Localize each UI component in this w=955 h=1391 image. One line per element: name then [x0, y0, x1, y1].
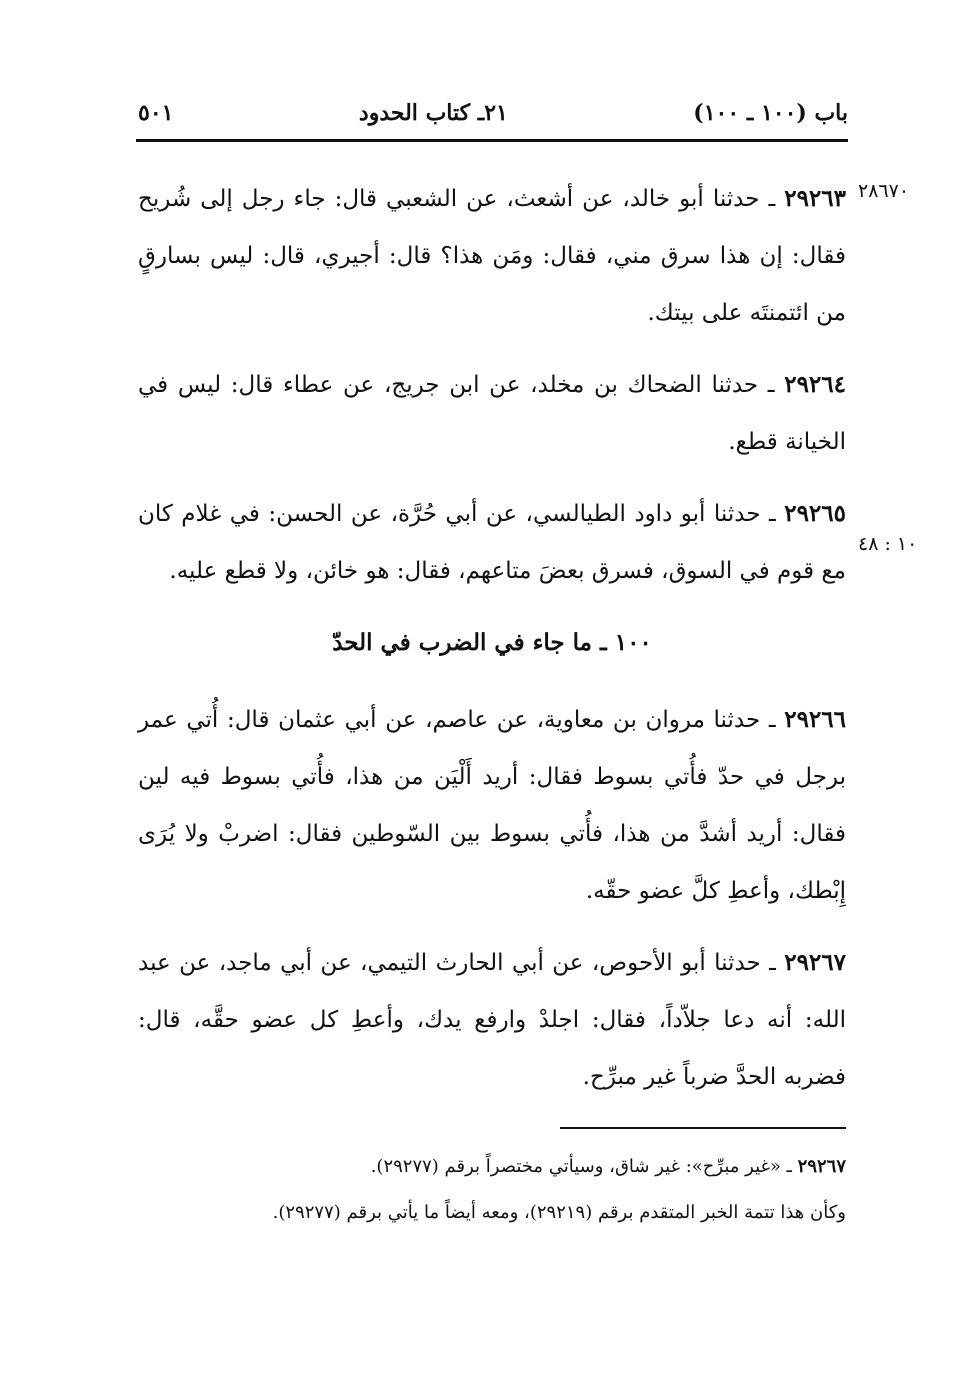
footnote-29267 [138, 1147, 846, 1187]
footnotes [138, 1147, 846, 1239]
margin-note-volume-ref: ٢٨٦٧٠ [858, 180, 910, 202]
hadith-text: ـ حدثنا أبو خالد، عن أشعث، عن الشعبي قال: جاء رجل إلى شُريح فقال: إن هذا سرق مني، فقال: ومَن هذا؟ قال: أجيري، قال: ليس بسارقٍ من ائتمنتَه على بيتك. [138, 186, 846, 326]
page-header [138, 95, 848, 131]
hadith-29264 [138, 356, 846, 471]
footnote-divider [560, 1127, 846, 1129]
margin-note-page-ref: ١٠ : ٤٨ [858, 533, 918, 555]
page-number: ٥٠١ [138, 100, 174, 126]
hadith-29266 [138, 691, 846, 920]
hadith-number: ٢٩٢٦٧ [784, 949, 846, 976]
section-heading: ١٠٠ ـ ما جاء في الضرب في الحدّ [332, 629, 652, 656]
footnote-text: ـ «غير مبرِّح»: غير شاق، وسيأتي مختصراً برقم (٢٩٢٧٧). [370, 1156, 798, 1177]
header-divider [136, 139, 848, 142]
main-text [138, 170, 846, 1120]
hadith-number: ٢٩٢٦٥ [784, 500, 846, 527]
hadith-29267 [138, 934, 846, 1106]
chapter-range: باب (١٠٠ ـ ١٠٠) [693, 100, 848, 126]
hadith-text: ـ حدثنا أبو داود الطيالسي، عن أبي حُرَّة، عن الحسن: في غلام كان مع قوم في السوق، فسرق بعضَ متاعهم، فقال: هو خائن، ولا قطع عليه. [138, 501, 846, 584]
hadith-number: ٢٩٢٦٦ [784, 706, 846, 733]
hadith-text: ـ حدثنا الضحاك بن مخلد، عن ابن جريج، عن عطاء قال: ليس في الخيانة قطع. [138, 372, 846, 455]
hadith-29263 [138, 170, 846, 342]
footnote-number: ٢٩٢٦٧ [797, 1156, 846, 1177]
book-title: ٢١ـ كتاب الحدود [358, 100, 508, 126]
hadith-number: ٢٩٢٦٤ [784, 371, 846, 398]
hadith-29265 [138, 485, 846, 600]
hadith-number: ٢٩٢٦٣ [784, 185, 846, 212]
footnote-continuation: وكأن هذا تتمة الخبر المتقدم برقم (٢٩٢١٩)، ومعه أيضاً ما يأتي برقم (٢٩٢٧٧). [272, 1202, 846, 1223]
hadith-text: ـ حدثنا أبو الأحوص، عن أبي الحارث التيمي، عن أبي ماجد، عن عبد الله: أنه دعا جلاّداً، فقال: اجلدْ وارفع يدك، وأعطِ كل عضو حقَّه، قال: فضربه الحدَّ ضرباً غير مبرِّح. [138, 950, 846, 1090]
hadith-text: ـ حدثنا مروان بن معاوية، عن عاصم، عن أبي عثمان قال: أُتي عمر برجل في حدّ فأُتي بسوط فقال: أريد أَلْيَن من هذا، فأُتي بسوط فيه لين فقال: أريد أشدَّ من هذا، فأُتي بسوط بين السّوطين فقال: اضربْ ولا يُرَى إِبْطك، وأعطِ كلَّ عضو حقّه. [138, 707, 846, 904]
